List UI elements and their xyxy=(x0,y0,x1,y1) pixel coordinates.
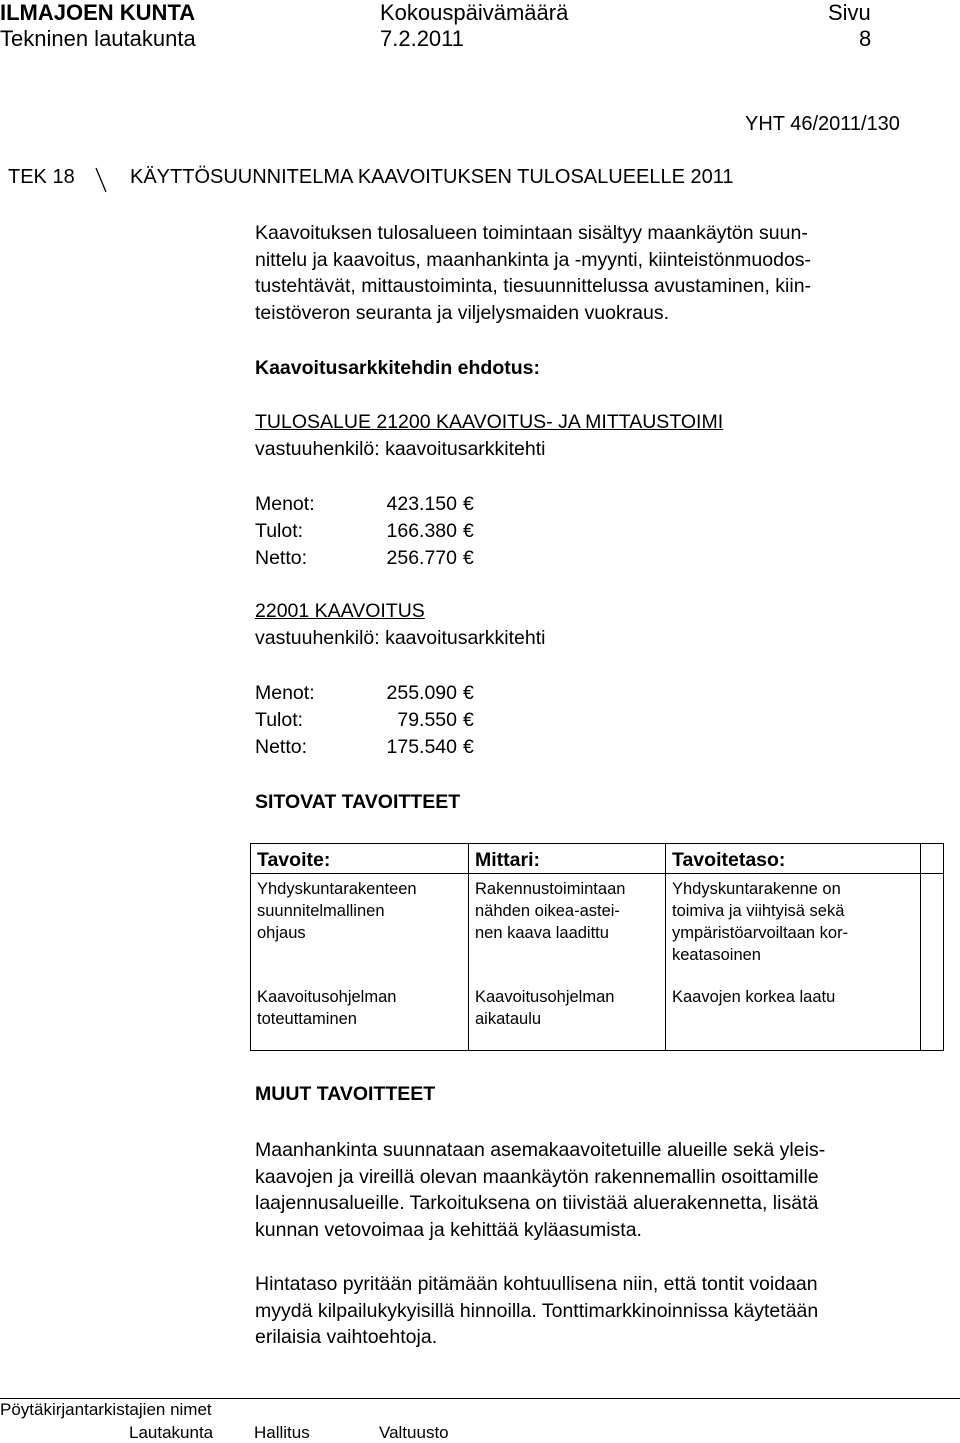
cell-line: Kaavoitusohjelman xyxy=(475,988,615,1006)
header-empty xyxy=(921,844,944,874)
unit1-expenses-row xyxy=(255,491,483,517)
checkers-label: Pöytäkirjantarkistajien nimet xyxy=(0,1400,212,1419)
unit1-income-row xyxy=(255,518,483,544)
board-name: Tekninen lautakunta xyxy=(0,26,196,51)
intro-line: teistöveron seuranta ja viljelysmaiden vuokraus. xyxy=(255,301,670,324)
cell-line: Kaavojen korkea laatu xyxy=(672,988,836,1006)
header-goal: Tavoite: xyxy=(251,844,469,874)
other-goals-heading: MUUT TAVOITTEET xyxy=(255,1083,436,1105)
header-target-level: Tavoitetaso: xyxy=(666,844,921,874)
euro-sign: € xyxy=(463,736,474,758)
target-cell xyxy=(666,986,921,1051)
org-name: ILMAJOEN KUNTA xyxy=(0,0,196,25)
unit2-title: 22001 KAAVOITUS xyxy=(255,600,425,622)
other-goals-paragraph-1 xyxy=(255,1137,935,1243)
paragraph-line: myydä kilpailukykyisillä hinnoilla. Tonttimarkkinoinnissa käytetään xyxy=(255,1299,819,1322)
row-value: 423.150 xyxy=(386,493,457,515)
cell-line: nähden oikea-astei- xyxy=(475,902,620,920)
meeting-date: 7.2.2011 xyxy=(380,26,465,51)
section-mark-icon xyxy=(94,166,108,194)
row-value: 256.770 xyxy=(386,547,457,569)
row-label: Netto: xyxy=(255,736,308,758)
section-code: TEK 18 xyxy=(8,166,75,188)
cell-line: toimiva ja viihtyisä sekä xyxy=(672,902,845,920)
cell-line: aikataulu xyxy=(475,1010,542,1028)
unit2-expenses-row xyxy=(255,680,483,706)
signer-council: Valtuusto xyxy=(379,1423,449,1442)
cell-line: toteuttaminen xyxy=(257,1010,357,1028)
section-title: KÄYTTÖSUUNNITELMA KAAVOITUKSEN TULOSALUEELLE 2011 xyxy=(130,166,734,188)
unit1-responsible: vastuuhenkilö: kaavoitusarkkitehti xyxy=(255,438,546,460)
binding-goals-heading: SITOVAT TAVOITTEET xyxy=(255,791,461,813)
paragraph-line: laajennusalueille. Tarkoituksena on tiivistää aluerakennetta, lisätä xyxy=(255,1192,819,1214)
euro-sign: € xyxy=(463,520,474,542)
cell-line: Yhdyskuntarakenteen xyxy=(257,880,417,898)
page-number: 8 xyxy=(859,26,872,51)
unit1-net-row xyxy=(255,545,483,571)
table-row xyxy=(251,874,944,987)
cell-line: Rakennustoimintaan xyxy=(475,880,626,898)
reference-number: YHT 46/2011/130 xyxy=(745,113,900,135)
euro-sign: € xyxy=(463,493,474,515)
cell-line: Kaavoitusohjelman xyxy=(257,988,397,1006)
intro-line: nittelu ja kaavoitus, maanhankinta ja -myynti, kiinteistönmuodos- xyxy=(255,248,812,271)
paragraph-line: Maanhankinta suunnataan asemakaavoitetuille alueille sekä yleis- xyxy=(255,1139,826,1161)
row-value: 255.090 xyxy=(386,682,457,704)
row-label: Menot: xyxy=(255,682,315,704)
goal-cell xyxy=(251,874,469,987)
header-metric: Mittari: xyxy=(469,844,666,874)
other-goals-paragraph-2 xyxy=(255,1271,935,1351)
page-label: Sivu xyxy=(828,0,871,25)
paragraph-line: kunnan vetovoimaa ja kehittää kyläasumista. xyxy=(255,1218,642,1241)
signer-government: Hallitus xyxy=(254,1423,310,1442)
euro-sign: € xyxy=(463,709,474,731)
target-cell xyxy=(666,874,921,987)
proposal-heading: Kaavoitusarkkitehdin ehdotus: xyxy=(255,357,540,379)
table-row xyxy=(251,986,944,1051)
row-value: 79.550 xyxy=(397,709,457,731)
cell-line: Yhdyskuntarakenne on xyxy=(672,880,841,898)
paragraph-line: erilaisia vaihtoehtoja. xyxy=(255,1326,438,1348)
signer-board: Lautakunta xyxy=(129,1423,214,1442)
intro-line: tustehtävät, mittaustoiminta, tiesuunnittelussa avustaminen, kiin- xyxy=(255,275,812,297)
goals-table xyxy=(250,843,944,1051)
row-label: Menot: xyxy=(255,493,315,515)
date-label: Kokouspäivämäärä xyxy=(380,0,569,25)
empty-cell xyxy=(921,986,944,1051)
metric-cell xyxy=(469,986,666,1051)
metric-cell xyxy=(469,874,666,987)
row-value: 175.540 xyxy=(386,736,457,758)
euro-sign: € xyxy=(463,547,474,569)
row-value: 166.380 xyxy=(386,520,457,542)
cell-line: keatasoinen xyxy=(672,946,761,964)
footer-divider xyxy=(0,1398,960,1399)
unit1-title: TULOSALUE 21200 KAAVOITUS- JA MITTAUSTOIMI xyxy=(255,411,724,433)
goal-cell xyxy=(251,986,469,1051)
row-label: Netto: xyxy=(255,547,308,569)
cell-line: nen kaava laadittu xyxy=(475,924,609,942)
cell-line: suunnitelmallinen xyxy=(257,902,385,920)
row-label: Tulot: xyxy=(255,709,304,731)
unit2-net-row xyxy=(255,734,483,760)
unit2-income-row xyxy=(255,707,483,733)
cell-line: ohjaus xyxy=(257,924,306,942)
empty-cell xyxy=(921,874,944,987)
table-header-row xyxy=(251,844,944,874)
unit2-responsible: vastuuhenkilö: kaavoitusarkkitehti xyxy=(255,627,546,649)
paragraph-line: Hintataso pyritään pitämään kohtuullisena niin, että tontit voidaan xyxy=(255,1273,818,1295)
euro-sign: € xyxy=(463,682,474,704)
intro-line: Kaavoituksen tulosalueen toimintaan sisältyy maankäytön suun- xyxy=(255,222,808,244)
cell-line: ympäristöarvoiltaan kor- xyxy=(672,924,849,942)
row-label: Tulot: xyxy=(255,520,304,542)
paragraph-line: kaavojen ja vireillä olevan maankäytön rakennemallin osoittamille xyxy=(255,1165,819,1188)
intro-paragraph xyxy=(255,220,935,326)
